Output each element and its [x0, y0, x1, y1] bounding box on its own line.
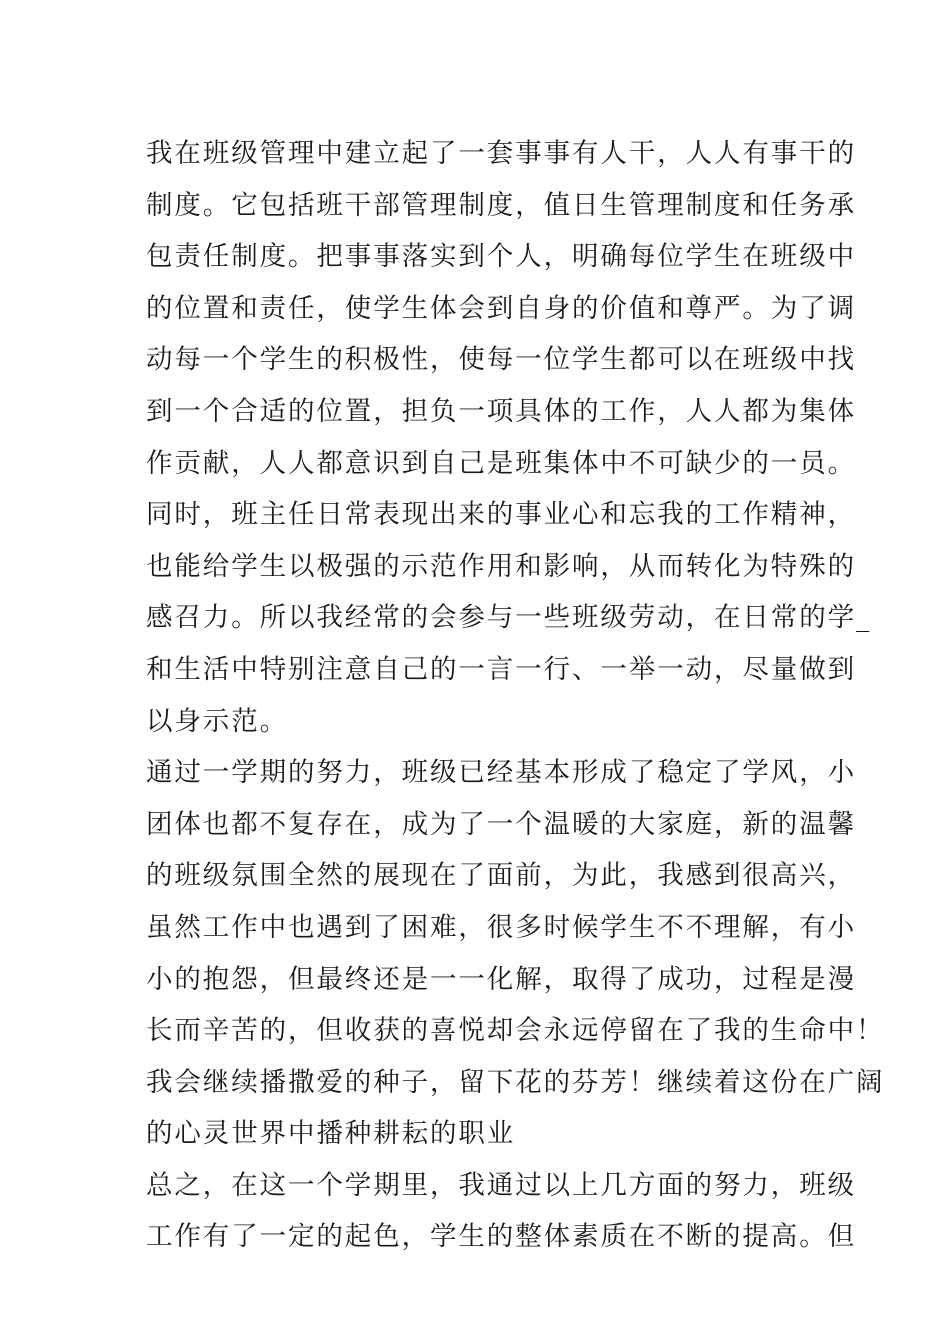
text-line: 的班级氛围全然的展现在了面前，为此，我感到很高兴， [146, 860, 856, 892]
text-line: 我在班级管理中建立起了一套事事有人干，人人有事干的 [146, 138, 856, 169]
text-line: 和生活中特别注意自己的一言一行、一举一动，尽量做到 [146, 653, 856, 685]
text-line: 制度。它包括班干部管理制度，值日生管理制度和任务承 [146, 189, 856, 221]
text-line: 同时，班主任日常表现出来的事业心和忘我的工作精神， [146, 499, 856, 531]
text-line: 动每一个学生的积极性，使每一位学生都可以在班级中找 [146, 344, 856, 376]
text-line: 总之，在这一个学期里，我通过以上几方面的努力，班级 [146, 1169, 856, 1201]
text-line: 虽然工作中也遇到了困难，很多时候学生不不理解，有小 [146, 911, 856, 943]
text-line: 小的抱怨，但最终还是一一化解，取得了成功，过程是漫 [146, 963, 856, 995]
text-line: 我会继续播撒爱的种子，留下花的芬芳！继续着这份在广阔 [146, 1066, 885, 1098]
text-line: 感召力。所以我经常的会参与一些班级劳动，在日常的学_ [146, 602, 872, 634]
text-line: 到一个合适的位置，担负一项具体的工作，人人都为集体 [146, 395, 856, 427]
text-line: 通过一学期的努力，班级已经基本形成了稳定了学风，小 [146, 757, 856, 789]
text-line: 的心灵世界中播种耕耘的职业 [146, 1118, 516, 1150]
text-line: 也能给学生以极强的示范作用和影响，从而转化为特殊的 [146, 550, 856, 582]
text-line: 长而辛苦的，但收获的喜悦却会永远停留在了我的生命中！ [146, 1015, 885, 1047]
text-line: 工作有了一定的起色，学生的整体素质在不断的提高。但 [146, 1221, 856, 1253]
document-body [146, 128, 885, 1263]
text-line: 包责任制度。把事事落实到个人，明确每位学生在班级中 [146, 241, 856, 273]
text-line: 团体也都不复存在，成为了一个温暖的大家庭，新的温馨 [146, 808, 856, 840]
text-line: 以身示范。 [146, 705, 288, 737]
text-line: 作贡献，人人都意识到自己是班集体中不可缺少的一员。 [146, 447, 856, 479]
text-line: 的位置和责任，使学生体会到自身的价值和尊严。为了调 [146, 292, 856, 324]
